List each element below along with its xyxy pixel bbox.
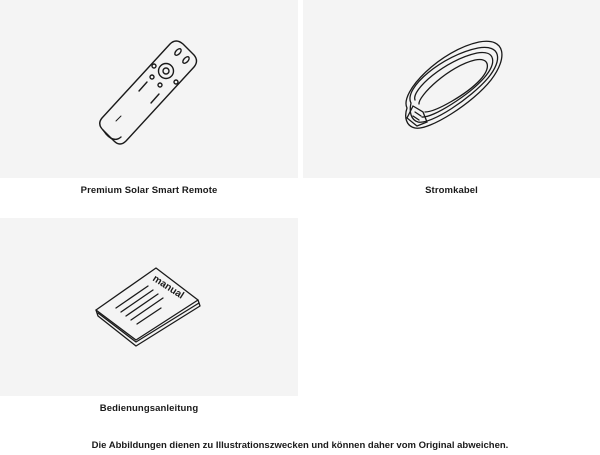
manual-icon [0,218,298,396]
item-caption-remote: Premium Solar Smart Remote [80,185,218,196]
footer-disclaimer: Die Abbildungen dienen zu Illustrationszwecken und können daher vom Original abweichen. [91,440,509,451]
remote-control-icon [0,0,298,178]
manual-cover-text: manual [150,273,186,302]
item-tile-manual [0,218,298,396]
item-caption-manual: Bedienungsanleitung [99,403,199,414]
power-cable-icon [303,0,600,178]
item-caption-cable: Stromkabel [425,185,478,196]
item-tile-remote [0,0,298,178]
item-tile-cable [303,0,600,178]
